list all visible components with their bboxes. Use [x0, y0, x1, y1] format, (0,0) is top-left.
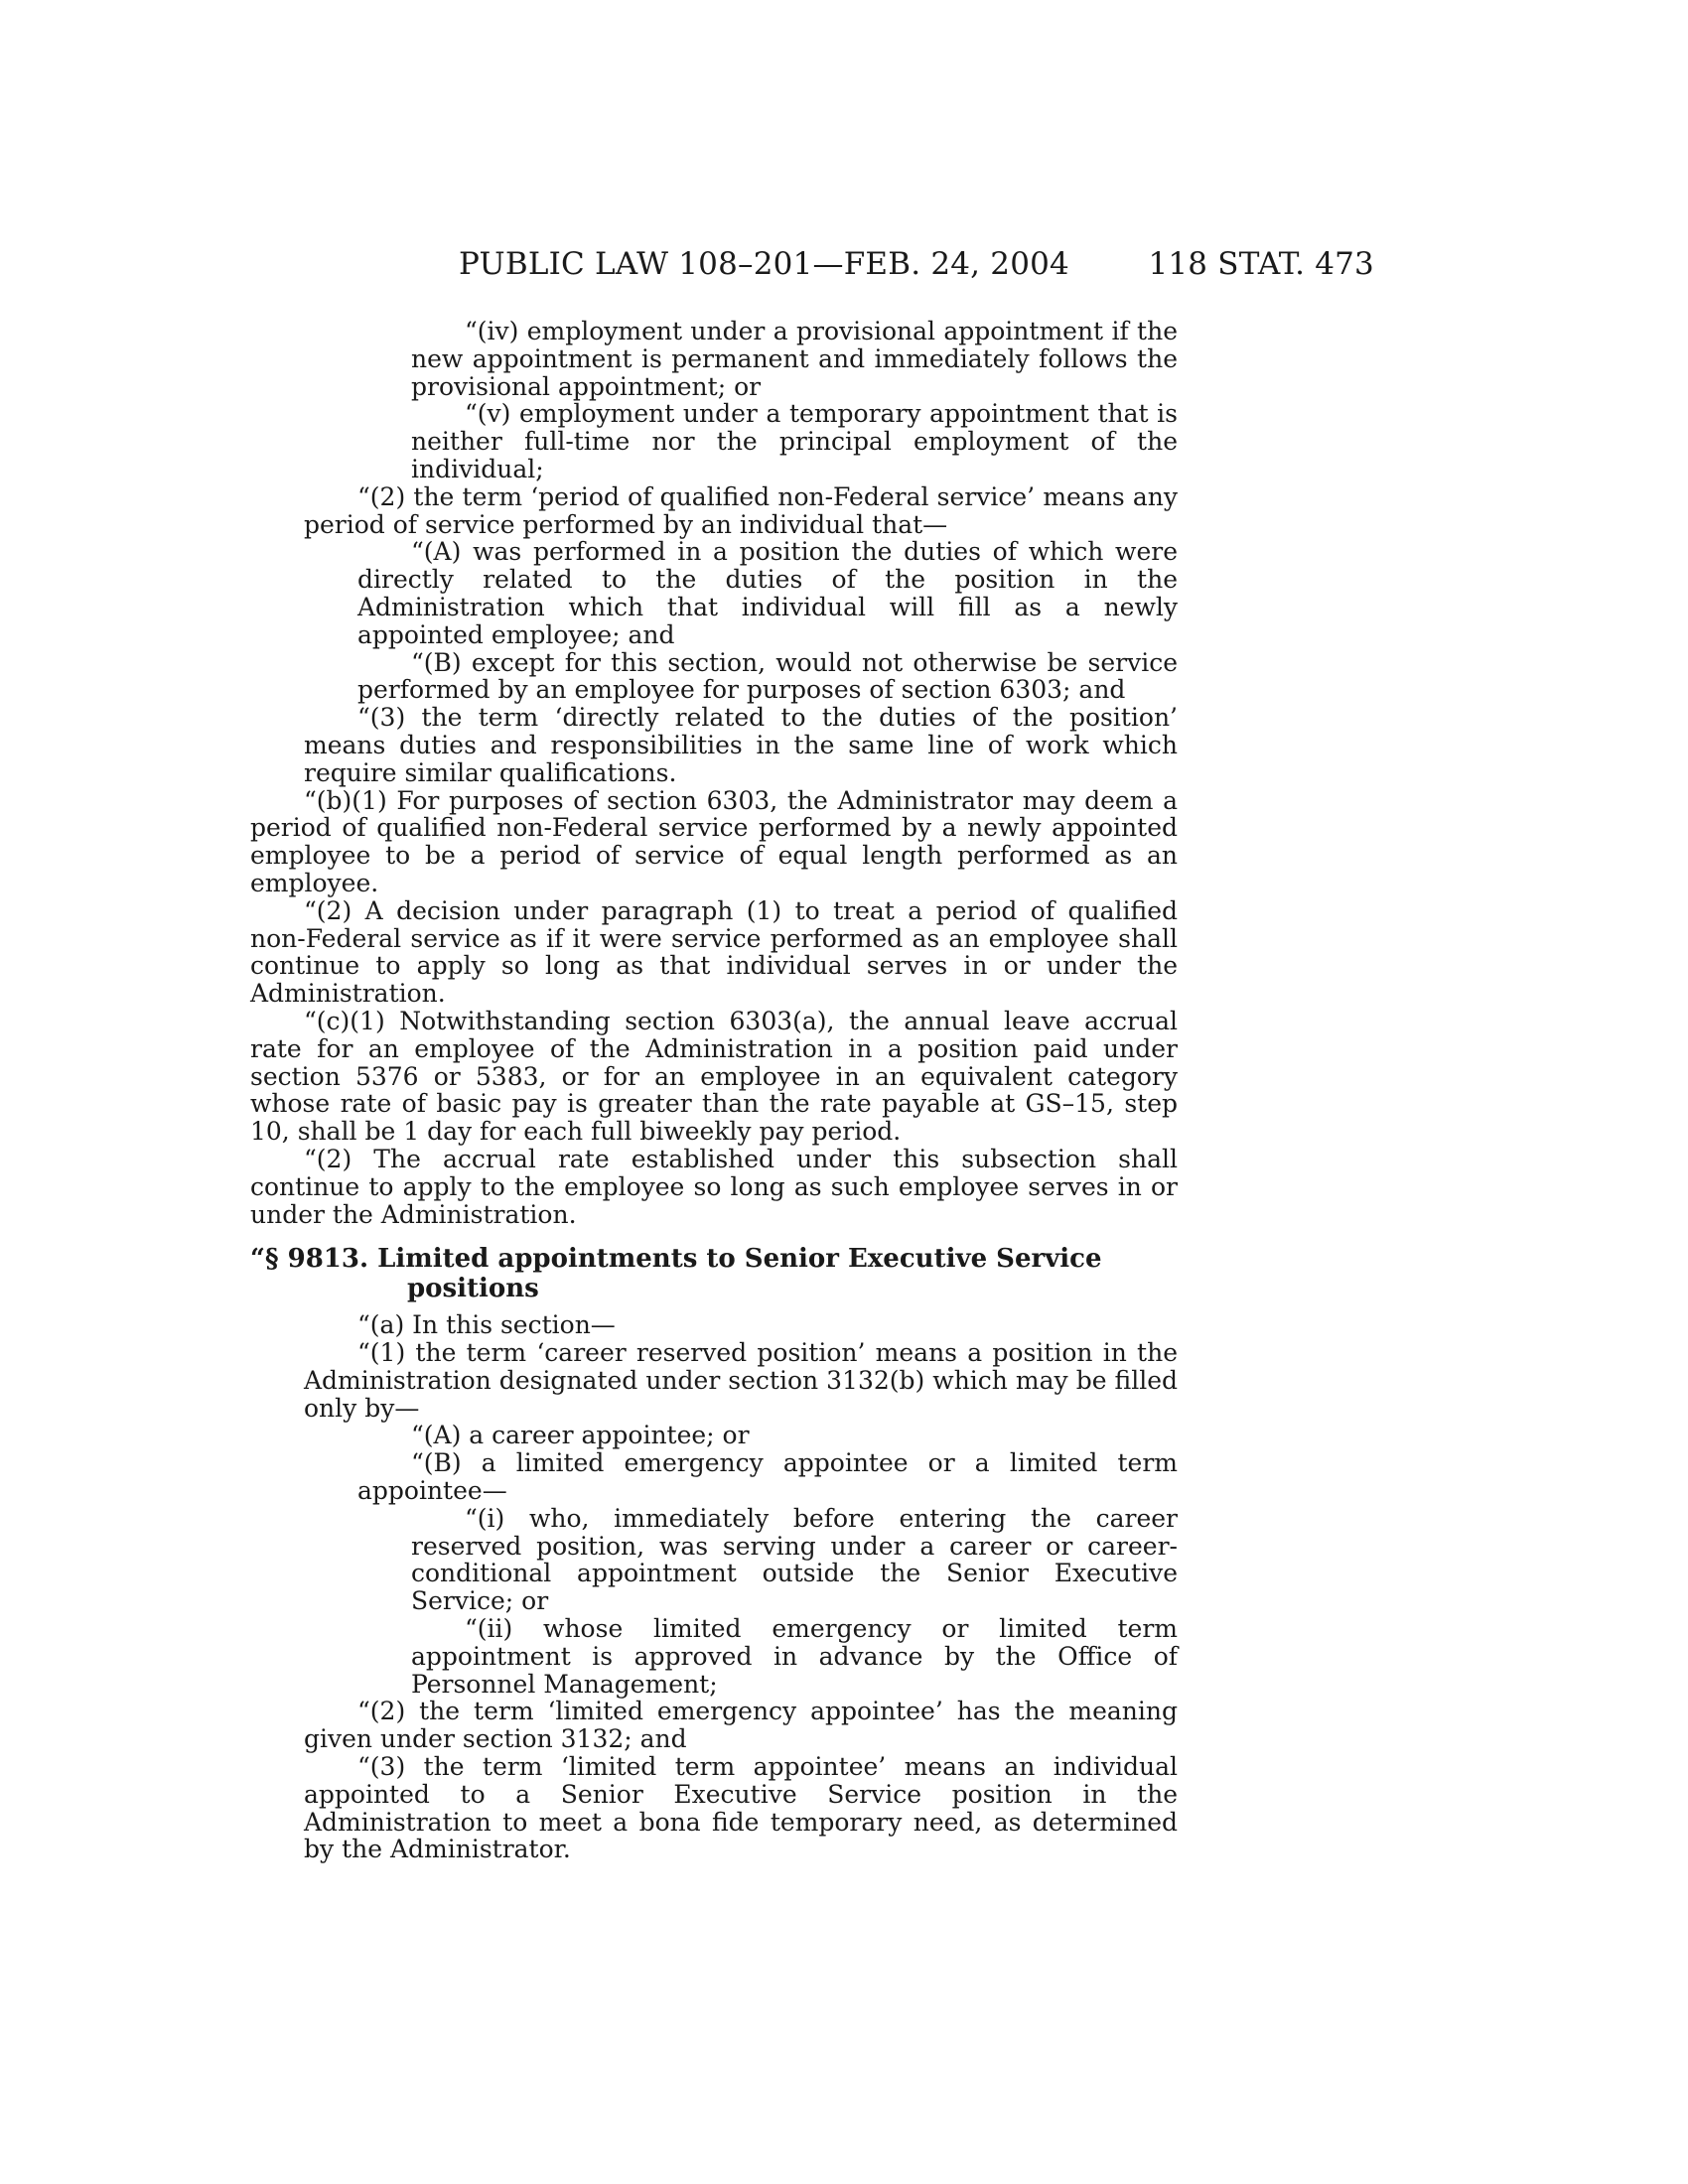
section-heading-line1: “§ 9813. Limited appointments to Senior Executive Service	[250, 1244, 1102, 1275]
section-heading	[250, 1244, 1178, 1303]
subsection-b-1: “(b)(1) For purposes of section 6303, the Administrator may deem a period of qualified non-Federal service performed by a newly appointed employee to be a period of service of equal length performed as an employee.	[250, 785, 1178, 897]
page-number-stat: 118 STAT. 473	[1148, 246, 1374, 282]
section-heading-line2: positions	[407, 1274, 539, 1304]
definition-2: “(2) the term ‘limited emergency appointee’ has the meaning given under section 3132; and	[304, 1697, 1178, 1754]
subsection-a: “(a) In this section—	[357, 1310, 616, 1340]
statute-body	[250, 317, 1178, 1864]
clause-v: “(v) employment under a temporary appointment that is neither full-time nor the principal employment of the individual;	[411, 399, 1178, 483]
paragraph-2-definition: “(2) the term ‘period of qualified non-Federal service’ means any period of service performed by an individual that—	[304, 481, 1178, 539]
subsection-b-2: “(2) A decision under paragraph (1) to treat a period of qualified non-Federal service as if it were service performed as an employee shall continue to apply so long as that individual serves in or under the Administration.	[250, 895, 1178, 1009]
page-header	[459, 246, 1374, 286]
definition-1-A: “(A) a career appointee; or	[411, 1421, 750, 1450]
definition-3: “(3) the term ‘limited term appointee’ means an individual appointed to a Senior Executive Service position in the Administration to meet a bona fide temporary need, as determined by the Administrator.	[304, 1752, 1178, 1864]
subparagraph-B: “(B) except for this section, would not otherwise be service performed by an employee for purposes of section 6303; and	[357, 647, 1178, 705]
running-head-title: PUBLIC LAW 108–201—FEB. 24, 2004	[459, 246, 1069, 282]
subsection-c-1: “(c)(1) Notwithstanding section 6303(a), the annual leave accrual rate for an employee of the Administration in a position paid under section 5376 or 5383, or for an employee in an equivalent category whose rate of basic pay is greater than the rate payable at GS–15, step 10, shall be 1 day for each full biweekly pay period.	[250, 1006, 1178, 1147]
clause-iv: “(iv) employment under a provisional appointment if the new appointment is permanent and immediately follows the provisional appointment; or	[411, 317, 1178, 401]
paragraph-3-definition: “(3) the term ‘directly related to the duties of the position’ means duties and responsibilities in the same line of work which require similar qualifications.	[304, 703, 1178, 787]
subparagraph-A: “(A) was performed in a position the duties of which were directly related to the duties of the position in the Administration which that individual will fill as a newly appointed employee; and	[357, 537, 1178, 649]
definition-1-B: “(B) a limited emergency appointee or a limited term appointee—	[357, 1448, 1178, 1506]
definition-1: “(1) the term ‘career reserved position’ means a position in the Administration designated under section 3132(b) which may be filled only by—	[304, 1338, 1178, 1423]
definition-1-B-ii: “(ii) whose limited emergency or limited term appointment is approved in advance by the Office of Personnel Management;	[411, 1614, 1178, 1699]
definition-1-B-i: “(i) who, immediately before entering the career reserved position, was serving under a career or career-conditional appointment outside the Senior Executive Service; or	[411, 1503, 1178, 1616]
subsection-c-2: “(2) The accrual rate established under this subsection shall continue to apply to the employee so long as such employee serves in or under the Administration.	[250, 1144, 1178, 1229]
